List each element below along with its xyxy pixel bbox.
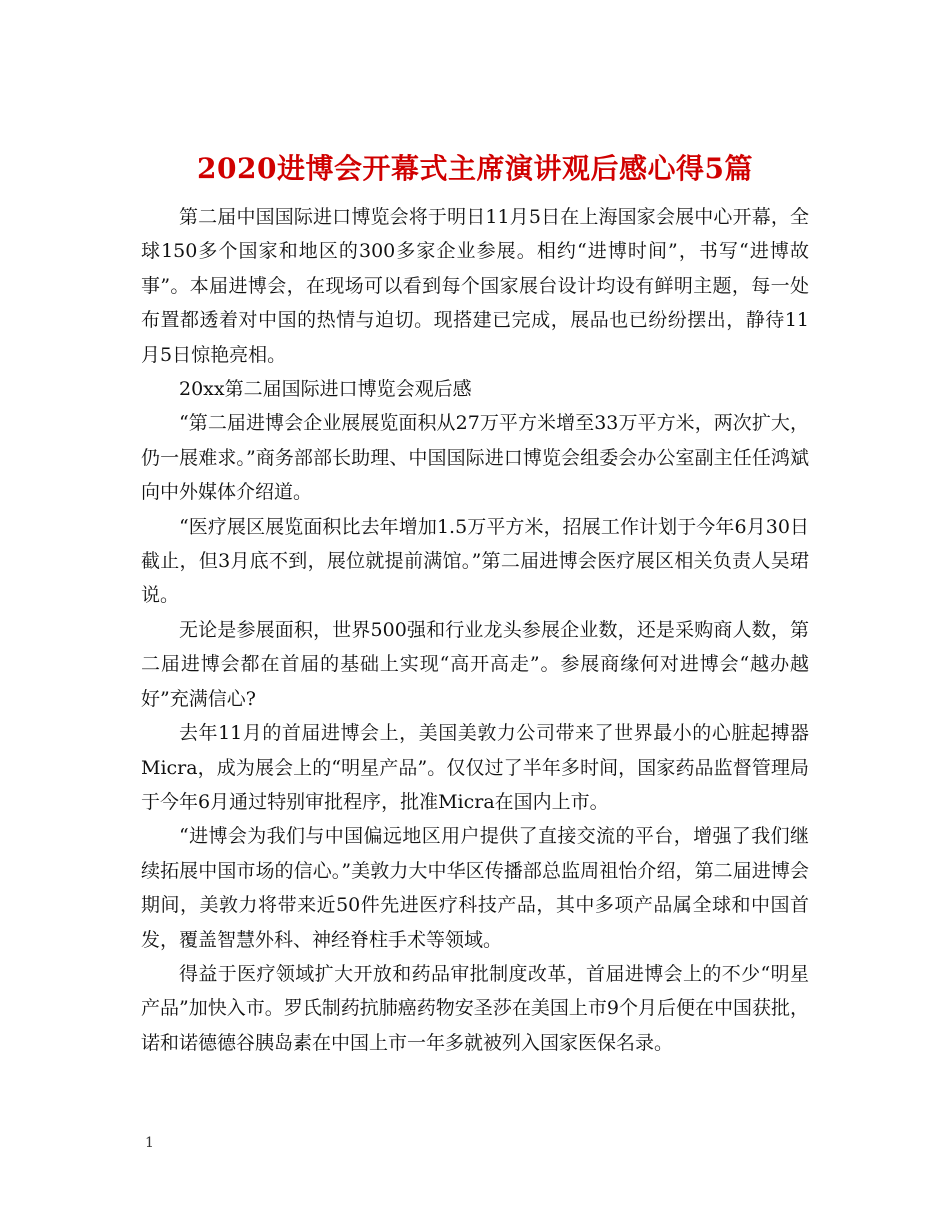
paragraph-intro: 第二届中国国际进口博览会将于明日11月5日在上海国家会展中心开幕，全球150多个国家和地区的300多家企业参展。相约“进博时间”，书写“进博故事”。本届进博会，在现场可以看到每个国家展台设计均设有鲜明主题，每一处布置都透着对中国的热情与迫切。现搭建已完成，展品也已纷纷摆出，静待11月5日惊艳亮相。: [141, 206, 809, 366]
paragraph-medical-zone: “医疗展区展览面积比去年增加1.5万平方米，招展工作计划于今年6月30日截止，但3月底不到，展位就提前满馆。”第二届进博会医疗展区相关负责人吴珺说。: [141, 515, 809, 607]
paragraph-micra: 去年11月的首届进博会上，美国美敦力公司带来了世界最小的心脏起搏器Micra，成为展会上的“明星产品”。仅仅过了半年多时间，国家药品监督管理局于今年6月通过特别审批程序，批准Micra在国内上市。: [141, 722, 809, 813]
paragraph-medtronic-quote: “进博会为我们与中国偏远地区用户提供了直接交流的平台，增强了我们继续拓展中国市场的信心。”美敦力大中华区传播部总监周祖怡介绍，第二届进博会期间，美敦力将带来近50件先进医疗科技产品，其中多项产品属全球和中国首发，覆盖智慧外科、神经脊柱手术等领域。: [141, 825, 809, 951]
paragraph-confidence: 无论是参展面积，世界500强和行业龙头参展企业数，还是采购商人数，第二届进博会都在首届的基础上实现“高开高走”。参展商缘何对进博会“越办越好”充满信心?: [141, 618, 809, 710]
document-body: [141, 200, 809, 1060]
paragraph-exhibition-area: “第二届进博会企业展展览面积从27万平方米增至33万平方米，两次扩大，仍一展难求。”商务部部长助理、中国国际进口博览会组委会办公室副主任任鸿斌向中外媒体介绍道。: [141, 412, 809, 504]
paragraph-star-products: 得益于医疗领域扩大开放和药品审批制度改革，首届进博会上的不少“明星产品”加快入市。罗氏制药抗肺癌药物安圣莎在美国上市9个月后便在中国获批，诺和诺德德谷胰岛素在中国上市一年多就被列入国家医保名录。: [141, 962, 809, 1054]
page-number: 1: [145, 1135, 154, 1151]
page-title: 2020进博会开幕式主席演讲观后感心得5篇: [197, 151, 753, 185]
paragraph-subheading: 20xx第二届国际进口博览会观后感: [179, 378, 472, 401]
